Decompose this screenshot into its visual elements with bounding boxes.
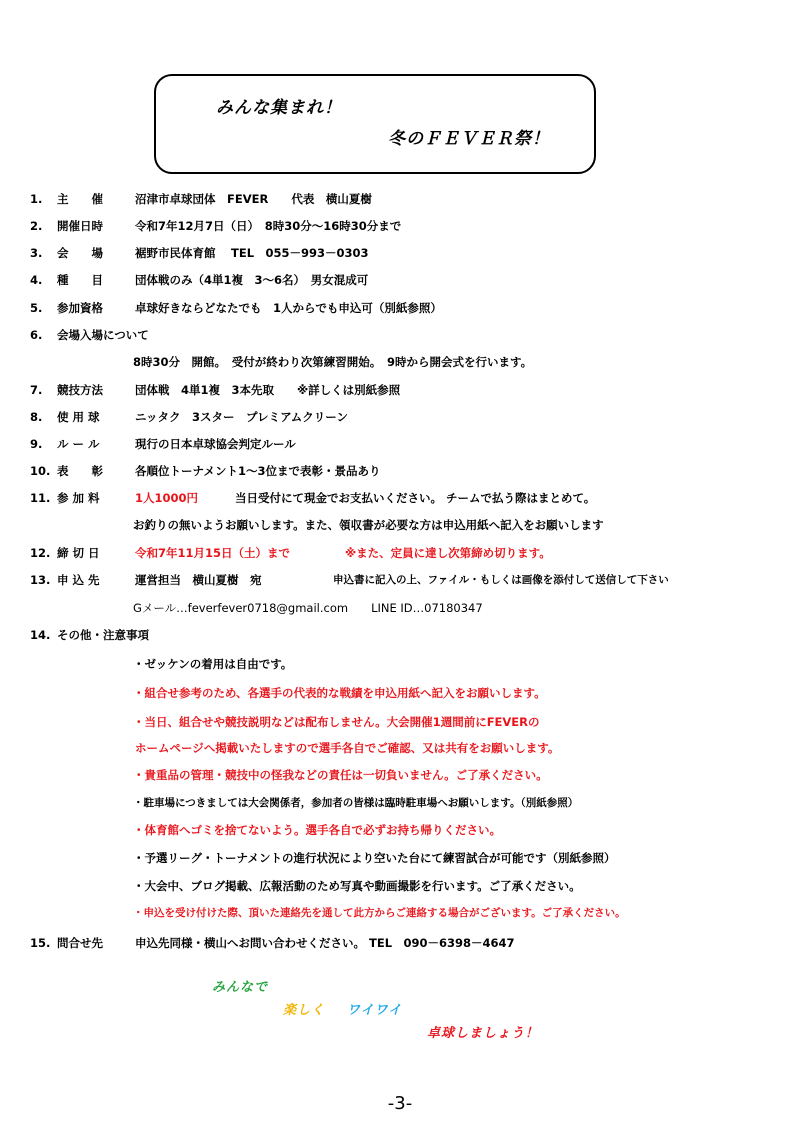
contact-email-line: Gメール…feverfever0718@gmail.com LINE ID…07180347 xyxy=(133,601,483,615)
item-number: 4. xyxy=(30,273,43,287)
item-value: 申込先同様・横山へお問い合わせください。 TEL 090－6398－4647 xyxy=(135,936,515,950)
item-value: 団体戦 4単1複 3本先取 ※詳しくは別紙参照 xyxy=(135,383,401,397)
item-value-2: 申込書に記入の上、ファイル・もしくは画像を添付して送信して下さい xyxy=(333,574,669,586)
item-number: 2. xyxy=(30,219,43,233)
item-label: 参加資格 xyxy=(57,301,103,315)
note-6: ・体育館へゴミを捨てないよう。選手各自で必ずお持ち帰りください。 xyxy=(133,823,501,837)
item-number: 6. xyxy=(30,328,43,342)
item-value: 当日受付にて現金でお支払いください。 チームで払う際はまとめて。 xyxy=(235,491,596,505)
item-number: 1. xyxy=(30,192,43,206)
item-label: 会 場 xyxy=(57,246,103,260)
title-box xyxy=(154,74,596,174)
item-value: 各順位トーナメント1～3位まで表彰・景品あり xyxy=(135,464,381,478)
item-label: 種 目 xyxy=(57,273,103,287)
item-value: 団体戦のみ（4単1複 3～6名） 男女混成可 xyxy=(135,273,369,287)
note-4: ・貴重品の管理・競技中の怪我などの責任は一切負いません。ご了承ください。 xyxy=(133,768,548,782)
title-line-2: 冬のＦＥＶＥＲ祭！ xyxy=(388,129,550,149)
closing-line-1: みんなで xyxy=(212,980,269,995)
item-label: 使 用 球 xyxy=(57,410,100,424)
note-7: ・予選リーグ・トーナメントの進行状況により空いた台にて練習試合が可能です（別紙参照） xyxy=(133,851,616,865)
note-1: ・ゼッケンの着用は自由です。 xyxy=(133,657,293,671)
item-label: 主 催 xyxy=(57,192,103,206)
item-number: 12. xyxy=(30,546,51,560)
deadline-date: 令和7年11月15日（土）まで xyxy=(135,546,291,560)
item-11-detail: お釣りの無いようお願いします。また、領収書が必要な方は申込用紙へ記入をお願いします xyxy=(133,518,604,532)
page-number: -3- xyxy=(387,1093,413,1114)
item-value: 令和7年12月7日（日） 8時30分～16時30分まで xyxy=(135,219,402,233)
item-number: 15. xyxy=(30,936,51,950)
item-label: 申 込 先 xyxy=(57,573,100,587)
item-value: ニッタク 3スター プレミアムクリーン xyxy=(135,410,349,424)
item-label: 表 彰 xyxy=(57,464,103,478)
item-label: 問合せ先 xyxy=(57,936,103,950)
item-label: 会場入場について xyxy=(57,328,149,342)
closing-line-2a: 楽しく xyxy=(283,1003,326,1018)
item-value: 裾野市民体育館 TEL 055－993－0303 xyxy=(135,246,369,260)
item-label: 開催日時 xyxy=(57,219,103,233)
item-number: 13. xyxy=(30,573,51,587)
item-number: 14. xyxy=(30,628,51,642)
item-value: 沼津市卓球団体 FEVER 代表 横山夏樹 xyxy=(135,192,372,206)
fee-amount: 1人1000円 xyxy=(135,491,199,505)
note-8: ・大会中、ブログ掲載、広報活動のため写真や動画撮影を行います。ご了承ください。 xyxy=(133,879,581,893)
note-3: ・当日、組合せや競技説明などは配布しません。大会開催1週間前にFEVERの xyxy=(133,715,540,729)
title-line-1: みんな集まれ！ xyxy=(216,98,342,118)
deadline-note: ※また、定員に達し次第締め切ります。 xyxy=(345,546,551,560)
note-5: ・駐車場につきましては大会関係者，参加者の皆様は臨時駐車場へお願いします。（別紙参照） xyxy=(133,797,579,809)
item-value: 現行の日本卓球協会判定ルール xyxy=(135,437,296,451)
item-number: 8. xyxy=(30,410,43,424)
item-label: 競技方法 xyxy=(57,383,103,397)
item-number: 5. xyxy=(30,301,43,315)
item-number: 7. xyxy=(30,383,43,397)
item-number: 10. xyxy=(30,464,51,478)
item-label: 参 加 料 xyxy=(57,491,100,505)
item-label: ル ー ル xyxy=(57,437,100,451)
item-value: 運営担当 横山夏樹 宛 xyxy=(135,573,262,587)
item-number: 3. xyxy=(30,246,43,260)
note-9: ・申込を受け付けた際、頂いた連絡先を通して此方からご連絡する場合がございます。ご了承ください。 xyxy=(133,907,626,919)
item-label: 締 切 日 xyxy=(57,546,100,560)
closing-line-2b: ワイワイ xyxy=(347,1003,403,1018)
item-label: その他・注意事項 xyxy=(57,628,149,642)
note-3-continued: ホームページへ掲載いたしますので選手各自でご確認、又は共有をお願いします。 xyxy=(135,741,560,755)
note-2: ・組合せ参考のため、各選手の代表的な戦績を申込用紙へ記入をお願いします。 xyxy=(133,686,546,700)
item-number: 9. xyxy=(30,437,43,451)
item-number: 11. xyxy=(30,491,51,505)
item-value: 卓球好きならどなたでも 1人からでも申込可（別紙参照） xyxy=(135,301,442,315)
closing-line-3: 卓球しましょう！ xyxy=(427,1026,540,1041)
item-6-detail: 8時30分 開館。 受付が終わり次第練習開始。 9時から開会式を行います。 xyxy=(133,355,533,369)
